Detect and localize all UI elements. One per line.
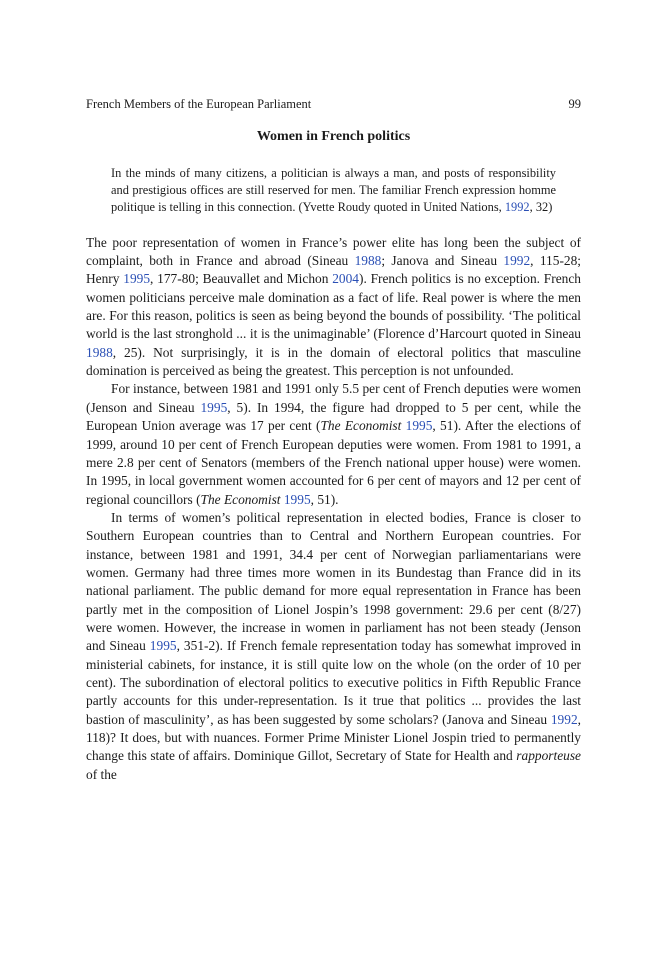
text-run: ; Janova and Sineau (381, 253, 504, 269)
text-run: , 51). (310, 491, 339, 507)
text-run: , 115-28; Henry (86, 253, 582, 287)
running-header (86, 95, 581, 113)
citation-link[interactable]: 1995 (123, 271, 151, 287)
italic-title: The Economist (200, 491, 281, 507)
text-run: of the (86, 766, 117, 782)
text-run: , 351-2). If French female representation today has somewhat improved in ministerial cabinets, for instance, it is still quite low on the whole (on the order of 10 per cent). The subordination of electoral politics to executive politics in Fifth Republic France partly accounts for this under-representation. Is it true that politics ... provides the last bastion of masculinity’, as has been suggested by some scholars? (Janova and Sineau (86, 638, 582, 727)
citation-link[interactable]: 1988 (86, 344, 113, 360)
citation-link[interactable]: 1995 (283, 491, 311, 507)
citation-link[interactable]: 1992 (503, 253, 531, 269)
citation-link[interactable]: 1992 (550, 711, 578, 727)
epigraph-text: In the minds of many citizens, a politician is always a man, and posts of responsibility and prestigious offices are still reserved for men. The familiar French expression homme politique is telling in this connection. (Yvette Roudy quoted in United Nations, (111, 166, 556, 214)
text-run: ). French politics is no exception. French women politicians perceive male domination as a fact of life. Real power is where the men are. For this reason, politics is seen as being beyond the bounds of possibility. ‘The political world is the last stronghold ... it is the unimaginable’ (Florence d’Harcourt quoted in Sineau (86, 271, 581, 342)
citation-link[interactable]: 2004 (332, 271, 359, 287)
citation-link[interactable]: 1988 (354, 253, 382, 269)
citation-link[interactable]: 1995 (149, 638, 177, 654)
section-title: Women in French politics (256, 129, 411, 144)
text-run: , 25). Not surprisingly, it is in the domain of electoral politics that masculine domination is perceived as being the greatest. This perception is not unfounded. (86, 344, 581, 379)
page-number: 99 (568, 97, 581, 111)
text-run: , 118)? It does, but with nuances. Former Prime Minister Lionel Jospin tried to permanently change this state of affairs. Dominique Gillot, Secretary of State for Health and (86, 711, 581, 764)
text-run: For instance, between 1981 and 1991 only 5.5 per cent of French deputies were women (Jenson and Sineau (86, 381, 581, 415)
citation-link[interactable]: 1992 (504, 199, 530, 214)
epigraph-text-end: , 32) (529, 199, 553, 214)
citation-link[interactable]: 1995 (405, 418, 433, 434)
body-text (86, 234, 581, 784)
paragraph (86, 509, 581, 784)
citation-link[interactable]: 1995 (200, 399, 228, 415)
paragraph (86, 234, 581, 381)
text-run: In terms of women’s political representation in elected bodies, France is closer to Southern European countries than to Central and Northern European countries. For instance, between 1981 and 1991, 34.4 per cent of Norwegian parliamentarians were women. Germany had three times more women in its Bundestag than France did in its national parliament. The public demand for more equal representation in France has been partly met in the composition of Lionel Jospin’s 1998 government: 29.6 per cent (8/27) were women. However, the increase in women in parliament has not been steady (Jenson and Sineau (86, 509, 581, 654)
paragraph (86, 380, 581, 508)
text-run: , 51). After the elections of 1999, around 10 per cent of French European deputies were women. From 1981 to 1991, a mere 2.8 per cent of Senators (members of the French national upper house) were women. In 1995, in local government women accounted for 6 per cent of mayors and 12 per cent of regional councillors ( (86, 418, 581, 507)
italic-title: rapporteuse (516, 748, 581, 764)
text-run: The poor representation of women in France’s power elite has long been the subject of complaint, both in France and abroad (Sineau (86, 234, 581, 269)
text-run: , 177-80; Beauvallet and Michon (150, 271, 333, 287)
running-title: French Members of the European Parliament (86, 97, 312, 111)
italic-title: The Economist (320, 418, 402, 434)
document-page (86, 95, 581, 784)
epigraph-quote (111, 165, 556, 216)
text-run: , 5). In 1994, the figure had dropped to 5 per cent, while the European Union average was 17 per cent ( (86, 399, 581, 434)
